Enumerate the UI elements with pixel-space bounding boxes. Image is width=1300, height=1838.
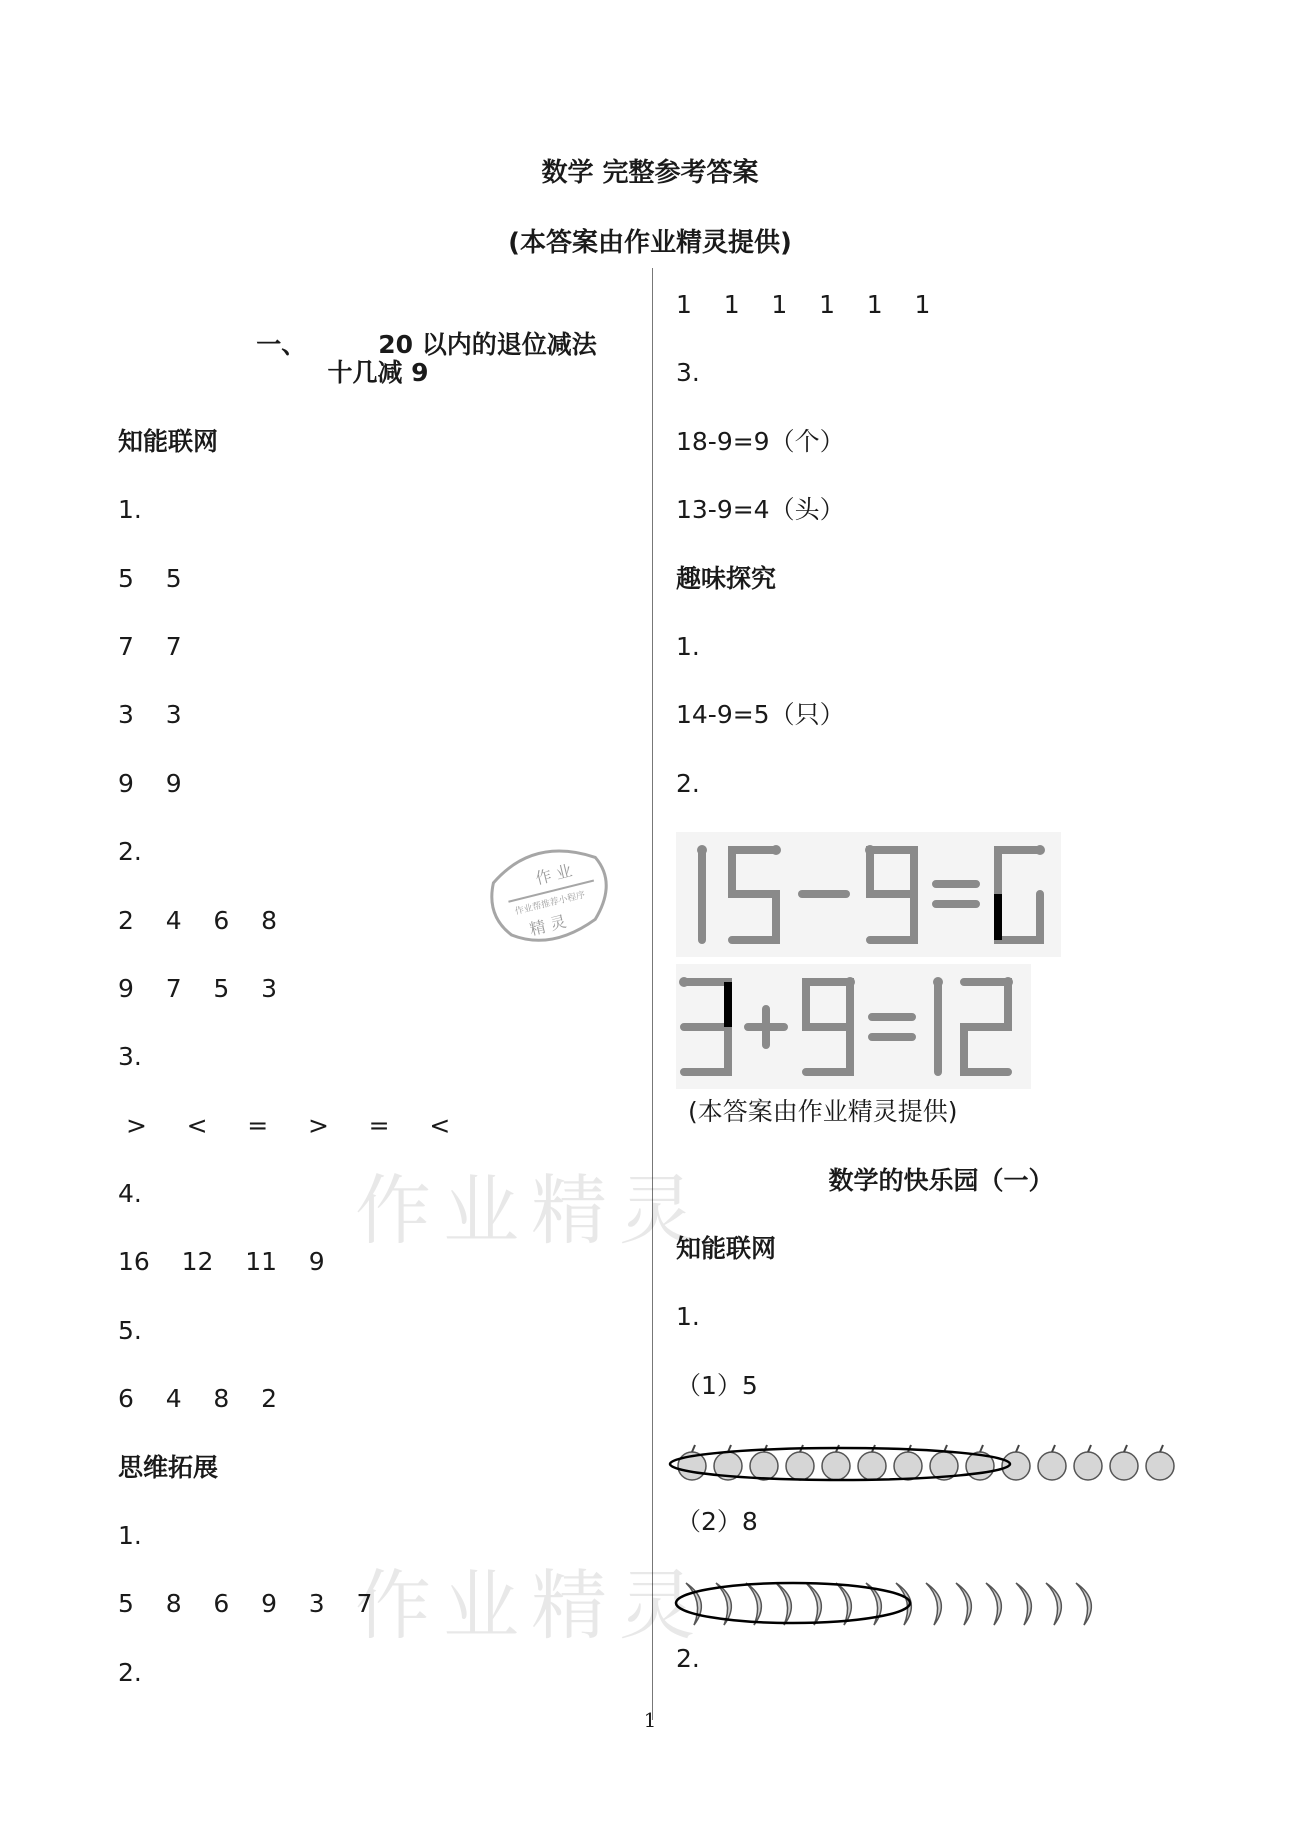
banana-icon [746, 1583, 761, 1625]
answer-line: 1 1 1 1 1 1 [676, 290, 931, 319]
section-title: 20 以内的退位减法 [378, 330, 597, 359]
answer-line: 2. [118, 837, 142, 867]
subheading: 知能联网 [118, 426, 219, 456]
answer-line: 14-9=5（只） [676, 700, 845, 730]
answer-line: > < = > = < [118, 1110, 451, 1140]
answer-line: 4. [118, 1179, 142, 1209]
page-number: 1 [643, 1708, 657, 1732]
apple-icon [678, 1445, 706, 1480]
answer-line: 5 5 [118, 563, 182, 593]
answer-line: 3 3 [118, 700, 182, 730]
answer-line: 1. [676, 631, 700, 661]
apple-row-image [676, 1434, 1206, 1494]
stamp-seal-icon [478, 840, 618, 950]
apple-icon [858, 1445, 886, 1480]
apple-row [676, 1434, 1206, 1502]
subheading: 思维拓展 [118, 1452, 219, 1482]
answer-line: 2. [118, 1657, 142, 1687]
answer-line: 9 9 [118, 768, 182, 798]
banana-icon [986, 1583, 1001, 1625]
banana-icon [926, 1583, 941, 1625]
banana-icon [836, 1583, 851, 1625]
apple-icon [1146, 1445, 1174, 1480]
banana-icon [1046, 1583, 1061, 1625]
answer-line: 5. [118, 1315, 142, 1345]
section-title-2: 数学的快乐园（一） [828, 1165, 1054, 1195]
subheading: 趣味探究 [676, 563, 777, 593]
answer-line: 13-9=4（头） [676, 495, 845, 525]
section-heading [118, 285, 638, 359]
circled-group-outline [676, 1583, 910, 1623]
answer-line: 18-9=9（个） [676, 426, 845, 456]
answer-line: 3. [676, 358, 700, 388]
answer-line: 2. [676, 768, 700, 798]
answer-line: 2 4 6 8 [118, 905, 277, 935]
page-title: 数学 完整参考答案 [541, 158, 759, 188]
right-answer-lines [676, 285, 1206, 832]
credit-note: (本答案由作业精灵提供) [688, 1097, 958, 1127]
stamp-bottom-text: 精 灵 [527, 911, 569, 940]
banana-icon [1016, 1583, 1031, 1625]
left-answer-lines [118, 422, 638, 1721]
banana-icon [956, 1583, 971, 1625]
answer-line: 7 7 [118, 631, 182, 661]
lesson-title: 十几减 9 [327, 358, 429, 388]
apple-icon [786, 1445, 814, 1480]
answer-1-2: （2）8 [676, 1507, 758, 1537]
answer-1-1: （1）5 [676, 1370, 758, 1400]
banana-icon [1076, 1583, 1091, 1625]
banana-icon [806, 1583, 821, 1625]
answer-line: 1. [118, 495, 142, 525]
stamp-top-text: 作 业 [533, 860, 575, 889]
left-column [118, 285, 638, 1721]
apple-icon [822, 1445, 850, 1480]
banana-row [676, 1571, 1206, 1639]
question-2: 2. [676, 1644, 700, 1674]
answer-line: 6 4 8 2 [118, 1384, 277, 1414]
question-1: 1. [676, 1302, 700, 1332]
answer-line: 5 8 6 9 3 7 [118, 1589, 373, 1619]
answer-line: 1. [118, 1521, 142, 1551]
banana-icon [776, 1583, 791, 1625]
answer-line: 16 12 11 9 [118, 1247, 325, 1277]
apple-icon [1002, 1445, 1030, 1480]
watermark-1: 作业精灵 [355, 1166, 707, 1255]
banana-row-image [676, 1571, 1206, 1631]
answer-line: 9 7 5 3 [118, 973, 277, 1003]
watermark-2: 作业精灵 [355, 1561, 707, 1650]
column-divider [652, 268, 653, 1720]
answer-line: 3. [118, 1042, 142, 1072]
right-column [676, 285, 1206, 1708]
apple-icon [1038, 1445, 1066, 1480]
subheading-knowledge: 知能联网 [676, 1233, 777, 1263]
apple-icon [1074, 1445, 1102, 1480]
matchstick-puzzle-image [676, 832, 1076, 1092]
apple-icon [1110, 1445, 1138, 1480]
section-number: 一、 [256, 330, 307, 359]
stamp-middle-text: 作业帮推荐小程序 [514, 890, 587, 918]
page-subtitle: (本答案由作业精灵提供) [508, 228, 792, 258]
matchstick-figure [676, 832, 1206, 1092]
